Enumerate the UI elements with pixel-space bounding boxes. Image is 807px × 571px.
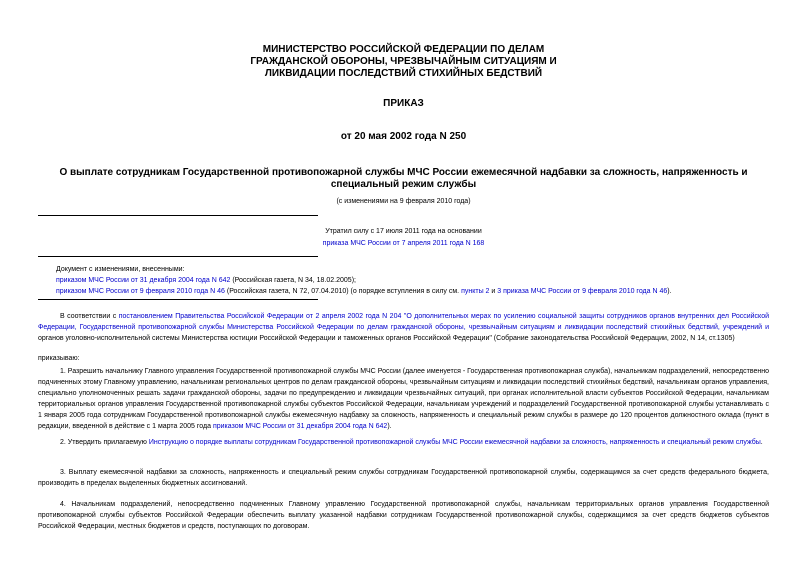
lost-force-link[interactable]: приказа МЧС России от 7 апреля 2011 года N 168 xyxy=(322,240,485,247)
amendments-block xyxy=(56,264,756,297)
paragraph-1-link[interactable]: приказом МЧС России от 31 декабря 2004 года N 642 xyxy=(212,423,388,430)
amendment-link-1[interactable]: приказом МЧС России от 31 декабря 2004 года N 642 xyxy=(56,277,231,284)
ministry-line-2: ГРАЖДАНСКОЙ ОБОРОНЫ, ЧРЕЗВЫЧАЙНЫМ СИТУАЦИЯМ И xyxy=(250,56,557,67)
amendment-link-points[interactable]: пункты 2 xyxy=(461,288,490,295)
amendment-link-2[interactable]: приказом МЧС России от 9 февраля 2010 года N 46 xyxy=(56,288,225,295)
ministry-line-1: МИНИСТЕРСТВО РОССИЙСКОЙ ФЕДЕРАЦИИ ПО ДЕЛАМ xyxy=(262,44,545,55)
amendment-link-point3[interactable]: 3 приказа МЧС России от 9 февраля 2010 года N 46 xyxy=(497,288,668,295)
amendment-item-2 xyxy=(56,286,756,297)
preamble-end: органов уголовно-исполнительной системы Министерства юстиции Российской Федерации и таможенных органов Российской Федерации" (Собрание законодательства Российской Федерации, 2002, N 14, ст.1305) xyxy=(38,335,735,342)
doc-type: ПРИКАЗ xyxy=(383,98,424,109)
doc-title: О выплате сотрудникам Государственной противопожарной службы МЧС России ежемесячной надбавки за сложность, напряженность и специальный режим службы xyxy=(59,167,748,190)
amendment-end: ). xyxy=(667,288,672,295)
amendments-intro: Документ с изменениями, внесенными: xyxy=(56,266,185,273)
changes-note: (с изменениями на 9 февраля 2010 года) xyxy=(336,198,471,205)
orders-word: приказываю: xyxy=(38,355,80,362)
preamble-paragraph xyxy=(38,311,769,344)
amendment-text-1: (Российская газета, N 34, 18.02.2005); xyxy=(230,277,356,284)
paragraph-3-text: 3. Выплату ежемесячной надбавки за сложность, напряженность и специальный режим службы сотрудникам Государственной противопожарной службы, содержащимся за счет средств федерального бюджета, производить в пределах выделенных бюджетных ассигнований. xyxy=(38,469,769,487)
paragraph-4 xyxy=(38,499,769,532)
amendment-item-1 xyxy=(56,275,756,286)
divider xyxy=(38,215,318,216)
amendment-and: и xyxy=(489,288,498,295)
paragraph-3 xyxy=(38,467,769,489)
preamble-start: В соответствии с xyxy=(60,313,119,320)
doc-date-number: от 20 мая 2002 года N 250 xyxy=(340,131,467,142)
paragraph-2-end: . xyxy=(760,439,763,446)
paragraph-1-end: ). xyxy=(387,423,392,430)
paragraph-1-text: 1. Разрешить начальнику Главного управления Государственной противопожарной службы МЧС России (далее именуется - Государственная противопожарная служба), начальникам подразделений, непосредственно подчиненных этому Главному управлению, начальникам региональных центров по делам гражданской обороны, чрезвычайным ситуациям и ликвидации последствий стихийных бедствий, начальникам органов управления, специально уполномоченных решать задачи гражданской обороны, задачи по предупреждению и ликвидации чрезвычайных ситуаций, при органах исполнительной власти субъектов Российской Федерации, начальникам территориальных органов управления Государственной противопожарной службы субъектов Российской Федерации, начальникам учреждений и подразделений Государственной противопожарной службы устанавливать с 1 января 2005 года сотрудникам Государственной противопожарной службы ежемесячную надбавку за сложность, напряженность и специальный режим службы в размере до 120 процентов должностного оклада (пункт в редакции, введенной в действие с 1 марта 2005 года xyxy=(38,368,769,430)
paragraph-2-start: 2. Утвердить прилагаемую xyxy=(60,439,149,446)
lost-force-block xyxy=(0,226,807,250)
ministry-line-3: ЛИКВИДАЦИИ ПОСЛЕДСТВИЙ СТИХИЙНЫХ БЕДСТВИЙ xyxy=(264,68,543,79)
divider xyxy=(38,256,318,257)
lost-force-text: Утратил силу с 17 июля 2011 года на основании xyxy=(325,228,482,235)
preamble-link[interactable]: постановлением Правительства Российской Федерации от 2 апреля 2002 года N 204 "О дополнительных мерах по усилению социальной защиты сотрудников органов внутренних дел Российской Федерации, Государственной противопожарной службы Министерства Российской Федерации по делам гражданской обороны, чрезвычайным ситуациям и ликвидации последствий стихийных бедствий, учреждений и xyxy=(38,313,770,331)
instruction-link[interactable]: Инструкцию о порядке выплаты сотрудникам Государственной противопожарной службы МЧС России ежемесячной надбавки за сложность, напряженность и специальный режим службы xyxy=(148,439,761,446)
amendment-text-2: (Российская газета, N 72, 07.04.2010) (о порядке вступления в силу см. xyxy=(224,288,462,295)
paragraph-4-text: 4. Начальникам подразделений, непосредственно подчиненных Главному управлению Государственной противопожарной службы, начальникам территориальных органов управления Государственной противопожарной службы субъектов Российской Федерации обеспечить выплату указанной надбавки сотрудникам Государственной противопожарной службы, содержащимся за счет средств бюджетов субъектов Российской Федерации, местных бюджетов и средств, поступающих по договорам. xyxy=(38,501,769,530)
paragraph-2 xyxy=(38,437,769,448)
divider xyxy=(38,299,318,300)
paragraph-1 xyxy=(38,366,769,432)
ministry-heading xyxy=(150,44,657,80)
